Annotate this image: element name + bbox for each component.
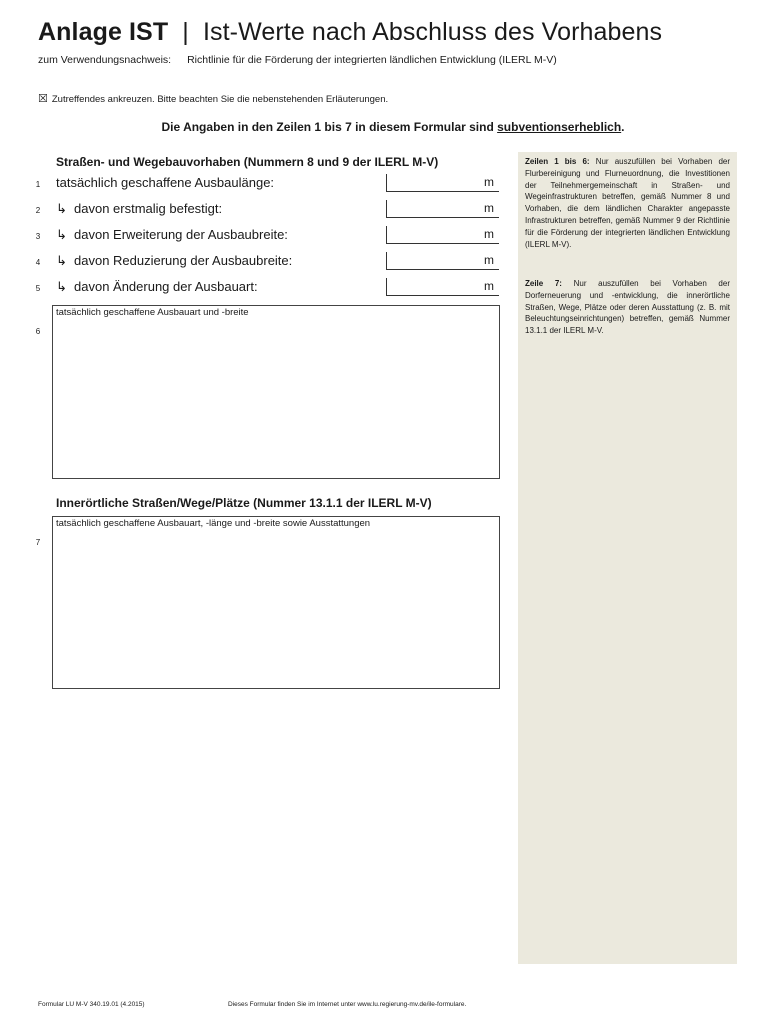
- title-separator: |: [182, 18, 189, 46]
- row-label: [56, 175, 274, 190]
- page-title: [38, 18, 662, 47]
- note1-text: Nur auszufüllen bei Vorhaben der Flurbereinigung und Flurneuordnung, die Investitionen der Teilnehmergemeinschaft in Straßen- und Wegeinfrastrukturen betreffen, gemäß Nummer 8 und Vorhaben, die dem ländlichen Charakter angepasste Infrastrukturen betreffen, gemäß Nummer 9 der Richtlinie für die Förderung der integrierten ländlichen Entwicklung (ILERL M-V).: [525, 157, 730, 249]
- title-rest: Ist-Werte nach Abschluss des Vorhabens: [202, 18, 663, 46]
- note1-label: Zeilen 1 bis 6:: [525, 157, 590, 166]
- row-1-input[interactable]: [386, 174, 499, 192]
- row-5-input[interactable]: [386, 278, 499, 296]
- form-id: Formular LU M-V 340.19.01 (4.2015): [38, 1001, 145, 1008]
- row-number: 3: [35, 232, 41, 241]
- note-line-7: [525, 278, 730, 337]
- notice-underlined: subventionserheblich: [497, 120, 622, 134]
- row6-caption: tatsächlich geschaffene Ausbauart und -breite: [56, 307, 249, 318]
- subsidy-notice: [38, 120, 748, 134]
- notice-text: Die Angaben in den Zeilen 1 bis 7 in diesem Formular sind: [161, 120, 498, 134]
- subtitle-label: zum Verwendungsnachweis:: [38, 54, 172, 66]
- note2-text: Nur auszufüllen bei Vorhaben der Dorferneuerung und -entwicklung, die innerörtliche Straßen, Wege, Plätze oder deren Ausstattung (z. B. mit Beleuchtungseinrichtungen) betreffen, gemäß Nummer 13.1.1 der ILERL M-V.: [525, 279, 730, 336]
- row-number: 4: [35, 258, 41, 267]
- instruction-hint: [38, 92, 388, 105]
- subtitle: [38, 54, 557, 66]
- row-label: [56, 201, 222, 217]
- row-label: [56, 253, 292, 269]
- row-number: 1: [35, 180, 41, 189]
- row-2-input[interactable]: [386, 200, 499, 218]
- hint-text: Zutreffendes ankreuzen. Bitte beachten Sie die nebenstehenden Erläuterungen.: [51, 94, 389, 105]
- row-label: [56, 279, 258, 295]
- row-label-text: davon Änderung der Ausbauart:: [74, 279, 258, 294]
- row-label-text: tatsächlich geschaffene Ausbaulänge:: [56, 175, 275, 190]
- title-bold: Anlage IST: [38, 18, 169, 46]
- internet-note: Dieses Formular finden Sie im Internet unter www.lu.regierung-mv.de/ile-formulare.: [228, 1001, 467, 1008]
- explanation-sidebar: [518, 152, 737, 964]
- row-label: [56, 227, 288, 243]
- note-lines-1-6: [525, 156, 730, 250]
- row-label-text: davon erstmalig befestigt:: [74, 201, 223, 216]
- section2-heading: Innerörtliche Straßen/Wege/Plätze (Nummer 13.1.1 der ILERL M-V): [56, 496, 432, 510]
- row-label-text: davon Erweiterung der Ausbaubreite:: [74, 227, 288, 242]
- row-number: 7: [35, 538, 41, 547]
- row-4-input[interactable]: [386, 252, 499, 270]
- sub-item-arrow-icon: ↳: [56, 253, 67, 268]
- unit-label: m: [484, 253, 494, 267]
- unit-label: m: [484, 227, 494, 241]
- notice-period: .: [621, 120, 625, 134]
- row-number: 6: [35, 327, 41, 336]
- sub-item-arrow-icon: ↳: [56, 279, 67, 294]
- sub-item-arrow-icon: ↳: [56, 227, 67, 242]
- row7-caption: tatsächlich geschaffene Ausbauart, -länge und -breite sowie Ausstattungen: [56, 518, 371, 529]
- checkbox-marked-icon: ☒: [38, 93, 48, 105]
- row-number: 5: [35, 284, 41, 293]
- unit-label: m: [484, 175, 494, 189]
- subtitle-value: Richtlinie für die Förderung der integrierten ländlichen Entwicklung (ILERL M-V): [187, 54, 557, 66]
- row7-textarea[interactable]: [52, 516, 500, 689]
- unit-label: m: [484, 279, 494, 293]
- note2-label: Zeile 7:: [525, 279, 562, 288]
- row-number: 2: [35, 206, 41, 215]
- row-label-text: davon Reduzierung der Ausbaubreite:: [74, 253, 293, 268]
- row-3-input[interactable]: [386, 226, 499, 244]
- sub-item-arrow-icon: ↳: [56, 201, 67, 216]
- unit-label: m: [484, 201, 494, 215]
- row6-textarea[interactable]: [52, 305, 500, 479]
- section1-heading: Straßen- und Wegebauvorhaben (Nummern 8 und 9 der ILERL M-V): [56, 155, 439, 169]
